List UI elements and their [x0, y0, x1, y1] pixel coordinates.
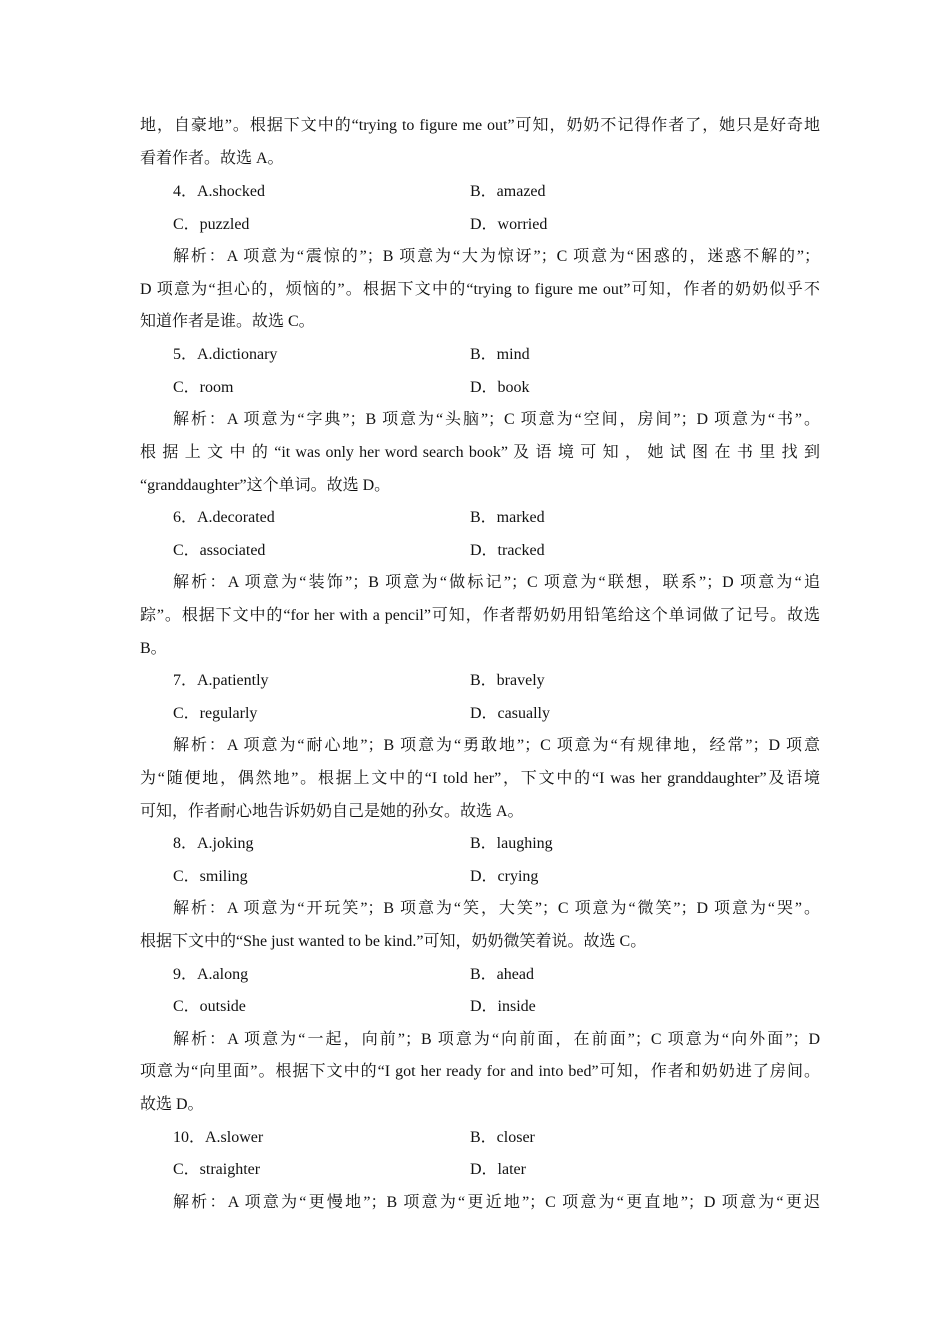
explanation-5-line: 根 据 上 文 中 的 “it was only her word search book” 及 语 境 可 知 ， 她 试 图 在 书 里 找 到 [140, 444, 820, 461]
option-6c: C．associated [173, 542, 266, 559]
option-10b: B．closer [470, 1129, 535, 1146]
option-9c: C．outside [173, 998, 246, 1015]
option-7d: D．casually [470, 705, 550, 722]
option-9a: 9．A.along [173, 966, 249, 983]
option-5c: C．room [173, 379, 234, 396]
option-6b: B．marked [470, 509, 545, 526]
option-8d: D．crying [470, 868, 539, 885]
option-10c: C．straighter [173, 1161, 261, 1178]
option-5a: 5．A.dictionary [173, 346, 278, 363]
option-5b: B．mind [470, 346, 530, 363]
option-9b: B．ahead [470, 966, 534, 983]
explanation-6-line: B。 [140, 640, 167, 657]
option-7a: 7．A.patiently [173, 672, 269, 689]
explanation-6-line: 踪”。根据下文中的“for her with a pencil”可知，作者帮奶奶用铅笔给这个单词做了记号。故选 [140, 607, 820, 624]
option-7c: C．regularly [173, 705, 258, 722]
option-10a: 10．A.slower [173, 1129, 264, 1146]
option-5d: D．book [470, 379, 530, 396]
option-10d: D．later [470, 1161, 526, 1178]
explanation-6-line: 解析：A 项意为“装饰”；B 项意为“做标记”；C 项意为“联想，联系”；D 项意为“追 [173, 574, 820, 591]
explanation-5-line: 解析：A 项意为“字典”；B 项意为“头脑”；C 项意为“空间，房间”；D 项意为“书”。 [173, 411, 820, 428]
explanation-8-line: 根据下文中的“She just wanted to be kind.”可知，奶奶微笑着说。故选 C。 [140, 933, 647, 950]
explanation-9-line: 解析：A 项意为“一起，向前”；B 项意为“向前面，在前面”；C 项意为“向外面”；D [173, 1031, 820, 1048]
option-6a: 6．A.decorated [173, 509, 275, 526]
option-8c: C．smiling [173, 868, 248, 885]
paragraph-line: 地，自豪地”。根据下文中的“trying to figure me out”可知，奶奶不记得作者了，她只是好奇地 [140, 117, 820, 134]
explanation-10-line: 解析：A 项意为“更慢地”；B 项意为“更近地”；C 项意为“更直地”；D 项意为“更迟 [173, 1194, 820, 1211]
explanation-7-line: 为“随便地，偶然地”。根据上文中的“I told her”，下文中的“I was her granddaughter”及语境 [140, 770, 820, 787]
explanation-5-line: “granddaughter”这个单词。故选 D。 [140, 477, 391, 494]
explanation-8-line: 解析：A 项意为“开玩笑”；B 项意为“笑，大笑”；C 项意为“微笑”；D 项意为“哭”。 [173, 900, 820, 917]
paragraph-line: 看着作者。故选 A。 [140, 150, 284, 167]
explanation-4-line: 解析：A 项意为“震惊的”；B 项意为“大为惊讶”；C 项意为“困惑的，迷惑不解的”； [173, 248, 820, 265]
option-9d: D．inside [470, 998, 536, 1015]
explanation-9-line: 故选 D。 [140, 1096, 204, 1113]
option-6d: D．tracked [470, 542, 545, 559]
option-8a: 8．A.joking [173, 835, 254, 852]
explanation-7-line: 可知，作者耐心地告诉奶奶自己是她的孙女。故选 A。 [140, 803, 524, 820]
explanation-4-line: D 项意为“担心的，烦恼的”。根据下文中的“trying to figure me out”可知，作者的奶奶似乎不 [140, 281, 820, 298]
option-4b: B．amazed [470, 183, 546, 200]
option-4a: 4．A.shocked [173, 183, 265, 200]
option-4c: C．puzzled [173, 216, 250, 233]
option-7b: B．bravely [470, 672, 545, 689]
explanation-9-line: 项意为“向里面”。根据下文中的“I got her ready for and into bed”可知，作者和奶奶进了房间。 [140, 1063, 820, 1080]
option-8b: B．laughing [470, 835, 553, 852]
explanation-4-line: 知道作者是谁。故选 C。 [140, 313, 315, 330]
option-4d: D．worried [470, 216, 548, 233]
explanation-7-line: 解析：A 项意为“耐心地”；B 项意为“勇敢地”；C 项意为“有规律地，经常”；D 项意 [173, 737, 820, 754]
